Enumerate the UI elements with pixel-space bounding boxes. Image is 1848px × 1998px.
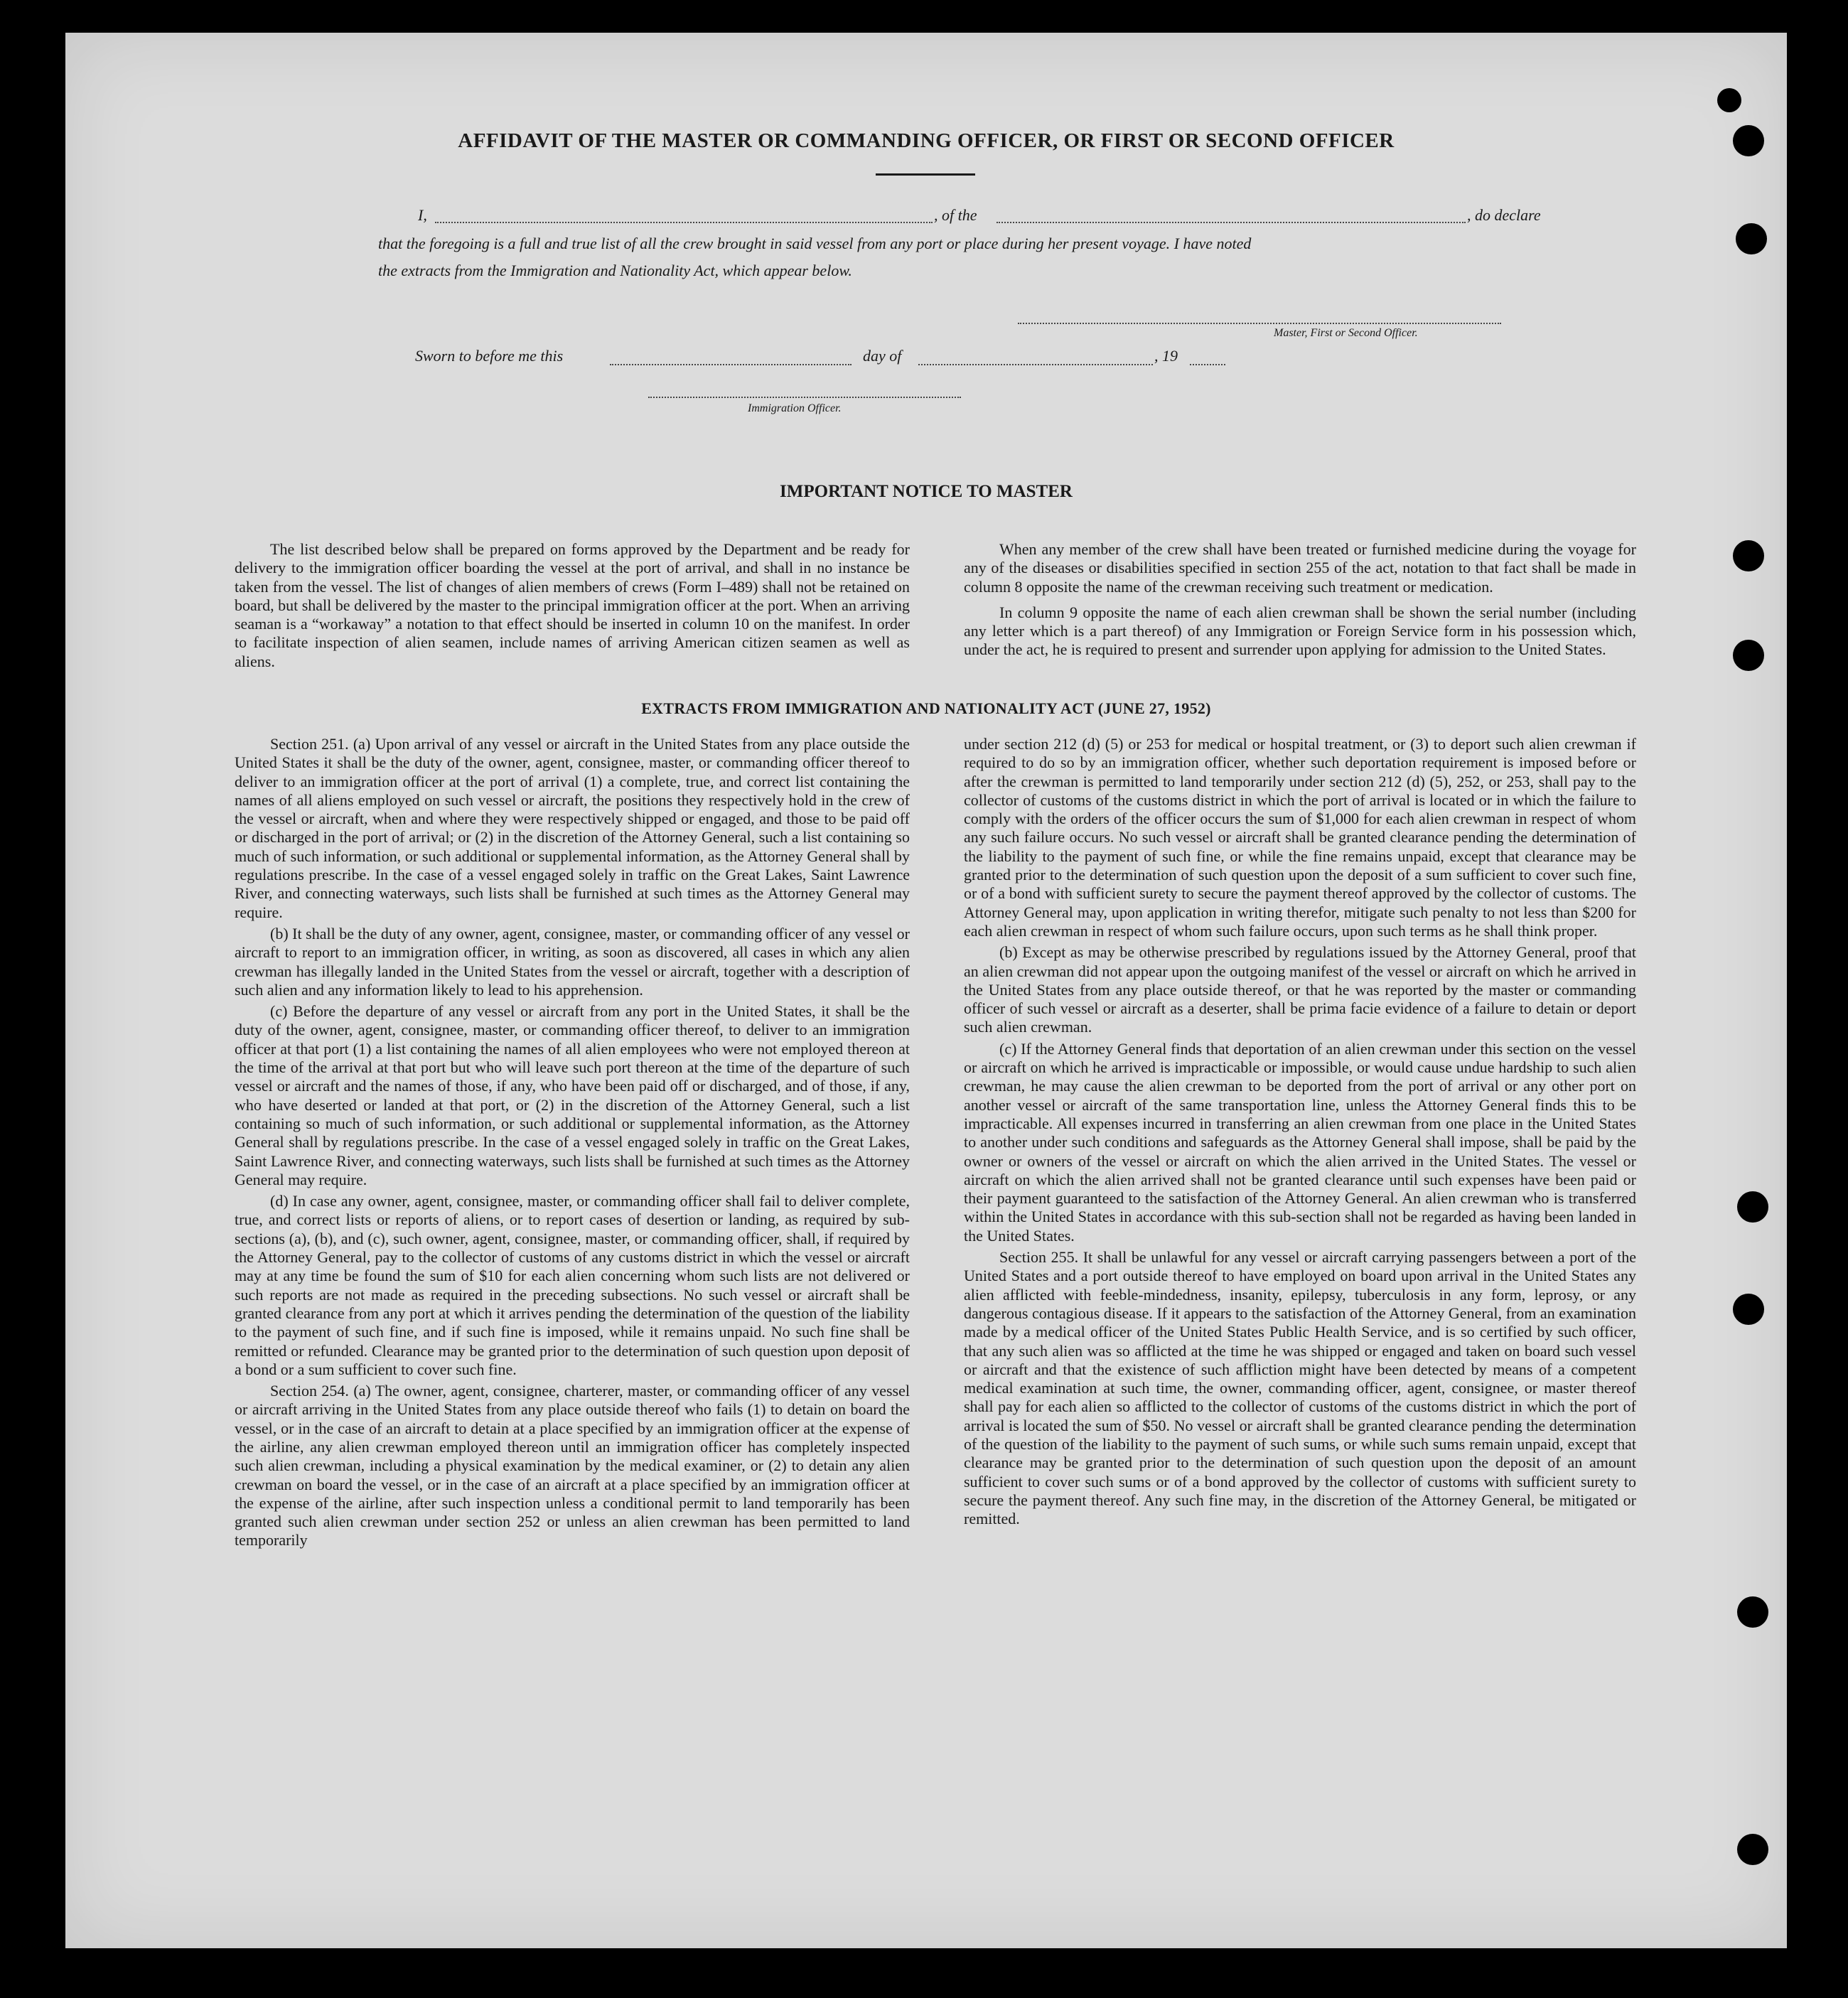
section-254-a: Section 254. (a) The owner, agent, consignee, charterer, master, or commanding officer of any vessel or aircraft arriving in the United States from any place outside thereof who fails (1) to detain on board the vessel, or in the case of an aircraft to detain at a place specified by an immigration officer at the expense of the airline, any alien crewman employed thereon until an immigration officer has completely inspected such alien crewman, including a physical examination by the medical examiner, or (2) to detain any alien crewman on board the vessel, or in the case of an aircraft at a place specified by an immigration officer at the expense of the airline, after such inspection unless a conditional permit to land temporarily has been granted such alien crewman under section 252 or unless an alien crewman has been permitted to land temporarily bbox=[235, 1382, 910, 1549]
punch-hole bbox=[1737, 1834, 1768, 1865]
vessel-field[interactable] bbox=[996, 222, 1466, 223]
section-254-a-continued: under section 212 (d) (5) or 253 for medical or hospital treatment, or (3) to deport such alien crewman if required to do so by an immigration officer, whether such deportation requirement is imposed before or after the crewman is permitted to land temporarily under section 212 (d) (5), 252, or 253, shall pay to the collector of customs of the customs district in which the port of arrival is located or in which the failure to comply with the orders of the officer occurs the sum of $1,000 for each alien crewman in respect of whom any such failure occurs. No such vessel or aircraft shall be granted clearance pending the determination of the liability to the payment of such fine, or while the fine remains unpaid, except that clearance may be granted prior to the determination of such question upon the deposit of a sum sufficient to cover such fine, or of a bond with sufficient surety to secure the payment thereof approved by the collector of customs. The Attorney General may, upon application in writing therefor, mitigate such penalty to not less than $200 for each alien crewman in respect of whom such failure occurs, upon such terms as he shall think proper. bbox=[964, 735, 1636, 940]
sworn-day-field[interactable] bbox=[610, 364, 852, 365]
notice-left-paragraph: The list described below shall be prepared on forms approved by the Department and be ready for delivery to the immigration officer boarding the vessel at the port of arrival, and shall in no instance be taken from the vessel. The list of changes of alien members of crews (Form I–489) shall not be retained on board, but shall be delivered by the master to the principal immigration officer at the port. When an arriving seaman is a “workaway” a notation to that effect should be inserted in column 10 on the manifest. In order to facilitate inspection of alien seamen, include names of arriving American citizen seamen as well as aliens. bbox=[235, 540, 910, 670]
notice-left-column bbox=[235, 540, 910, 671]
punch-hole bbox=[1737, 1191, 1768, 1223]
punch-hole bbox=[1737, 1596, 1768, 1628]
notice-right-paragraph: In column 9 opposite the name of each alien crewman shall be shown the serial number (including any letter which is a part thereof) of any Immigration or Foreign Service form in his possession which, under the act, he is required to present and surrender upon applying for admission to the United States. bbox=[964, 603, 1636, 659]
punch-hole bbox=[1733, 540, 1764, 571]
section-251-c: (c) Before the departure of any vessel or aircraft from any port in the United States, it shall be the duty of the owner, agent, consignee, master, or commanding officer thereof, to deliver to an immigration officer at that port (1) a list containing the names of all alien employees who were not employed thereon at the time of the arrival at that port but who will leave such port thereon at the time of the departure of such vessel or aircraft and the names of those, if any, who have been paid off or discharged, and of those, if any, who have deserted or landed at that port, or (2) in the discretion of the Attorney General, such a list containing so much of such information, or such additional or supplemental information, as the Attorney General shall by regulations prescribe. In the case of a vessel engaged solely in traffic on the Great Lakes, Saint Lawrence River, and connecting waterways, such lists shall be furnished at such times as the Attorney General may require. bbox=[235, 1002, 910, 1188]
section-254-c: (c) If the Attorney General finds that deportation of an alien crewman under this section on the vessel or aircraft on which he arrived is impracticable or impossible, or would cause undue hardship to such alien crewman, he may cause the alien crewman to be deported from the port of arrival or any other port on another vessel or aircraft of the same transportation line, unless the Attorney General finds this to be impracticable. All expenses incurred in transferring an alien crewman from one place in the United States to another under such conditions and safeguards as the Attorney General shall impose, shall be paid by the owner or owners of the vessel or aircraft on which the alien arrived in the United States. The vessel or aircraft on which the alien arrived shall not be granted clearance until such expenses have been paid or their payment guaranteed to the satisfaction of the Attorney General. An alien crewman who is transferred within the United States in accordance with this sub-section shall not be regarded as having been landed in the United States. bbox=[964, 1039, 1636, 1245]
notice-right-paragraph: When any member of the crew shall have been treated or furnished medicine during the voyage for any of the diseases or disabilities specified in section 255 of the act, notation to that fact shall be made in column 8 opposite the name of the crewman receiving such treatment or medication. bbox=[964, 540, 1636, 596]
day-of-label: day of bbox=[863, 347, 902, 365]
immigration-officer-label: Immigration Officer. bbox=[748, 402, 842, 414]
notice-heading: IMPORTANT NOTICE TO MASTER bbox=[780, 482, 1073, 501]
section-251-a: Section 251. (a) Upon arrival of any vessel or aircraft in the United States from any place outside the United States it shall be the duty of the owner, agent, consignee, master, or commanding officer thereof to deliver to an immigration officer at the port of arrival (1) a complete, true, and correct list containing the names of all aliens employed on such vessel or aircraft, the positions they respectively hold in the crew of the vessel or aircraft, when and where they were respectively shipped or engaged, and those to be paid off or discharged in the port of arrival; or (2) in the discretion of the Attorney General, such a list containing so much of such information, or such additional or supplemental information, as the Attorney General shall by regulations prescribe. In the case of a vessel engaged solely in traffic on the Great Lakes, Saint Lawrence River, and connecting waterways, such lists shall be furnished at such times as the Attorney General may require. bbox=[235, 735, 910, 921]
extracts-left-column bbox=[235, 735, 910, 1550]
document-page bbox=[65, 33, 1787, 1948]
sworn-prefix: Sworn to before me this bbox=[415, 347, 564, 365]
section-251-d: (d) In case any owner, agent, consignee, master, or commanding officer shall fail to deliver complete, true, and correct lists or reports of aliens, or to report cases of desertion or landing, as required by sub-sections (a), (b), and (c), such owner, agent, consignee, master, or commanding officer, shall, if required by the Attorney General, pay to the collector of customs of any customs district in which the vessel or aircraft may at any time be found the sum of $10 for each alien concerning whom such lists are not delivered or such reports are not made as required in the preceding subsections. No such vessel or aircraft shall be granted clearance from any port at which it arrives pending the determination of the question of the liability to the payment of such fine, and if such fine is imposed, while it remains unpaid. No such fine shall be remitted or refunded. Clearance may be granted prior to the determination of such question upon deposit of a bond or a sum sufficient to cover such fine. bbox=[235, 1192, 910, 1378]
punch-hole bbox=[1717, 88, 1741, 112]
section-251-b: (b) It shall be the duty of any owner, agent, consignee, master, or commanding officer of any vessel or aircraft to report to an immigration officer, in writing, as soon as discovered, all cases in which any alien crewman has illegally landed in the United States from the vessel or aircraft, together with a description of such alien and any information likely to lead to his apprehension. bbox=[235, 924, 910, 999]
year-prefix: , 19 bbox=[1154, 347, 1178, 365]
master-signature-label: Master, First or Second Officer. bbox=[1274, 327, 1418, 339]
sworn-month-field[interactable] bbox=[918, 364, 1153, 365]
declaration-line-2: that the foregoing is a full and true list of all the crew brought in said vessel from any port or place during her present voyage. I have noted bbox=[378, 235, 1252, 252]
punch-hole bbox=[1733, 1294, 1764, 1325]
declare-end: , do declare bbox=[1467, 206, 1541, 224]
extracts-heading: EXTRACTS FROM IMMIGRATION AND NATIONALITY ACT (JUNE 27, 1952) bbox=[641, 699, 1211, 717]
immigration-officer-signature-line[interactable] bbox=[648, 397, 961, 398]
affidavit-title: AFFIDAVIT OF THE MASTER OR COMMANDING OFFICER, OR FIRST OR SECOND OFFICER bbox=[458, 129, 1395, 152]
extracts-right-column bbox=[964, 735, 1636, 1528]
master-signature-line[interactable] bbox=[1018, 323, 1501, 324]
declaration-line-3: the extracts from the Immigration and Nationality Act, which appear below. bbox=[378, 262, 852, 279]
name-field[interactable] bbox=[435, 222, 933, 223]
punch-hole bbox=[1733, 640, 1764, 671]
punch-hole bbox=[1736, 223, 1767, 254]
notice-right-column bbox=[964, 540, 1636, 660]
declare-of-the: , of the bbox=[934, 206, 977, 224]
declare-i: I, bbox=[418, 206, 427, 224]
section-254-b: (b) Except as may be otherwise prescribed by regulations issued by the Attorney General, proof that an alien crewman did not appear upon the outgoing manifest of the vessel or aircraft on which he arrived in the United States from any place outside thereof, or that he was reported by the master or commanding officer of such vessel or aircraft as a deserter, shall be prima facie evidence of a failure to detain or deport such alien crewman. bbox=[964, 943, 1636, 1036]
sworn-year-field[interactable] bbox=[1190, 364, 1225, 365]
section-255: Section 255. It shall be unlawful for any vessel or aircraft carrying passengers between a port of the United States and a port outside thereof to have employed on board upon arrival in the United States any alien afflicted with feeble-mindedness, insanity, epilepsy, tuberculosis in any form, leprosy, or any dangerous contagious disease. If it appears to the satisfaction of the Attorney General, from an examination made by a medical officer of the United States Public Health Service, and is so certified by such officer, that any such alien was so afflicted at the time he was shipped or engaged and taken on board such vessel or aircraft and that the existence of such affliction might have been detected by means of a competent medical examination at such time, the owner, commanding officer, agent, consignee, or master thereof shall pay for each alien so afflicted to the collector of customs of the customs district in which the port of arrival is located the sum of $50. No vessel or aircraft shall be granted clearance pending the determination of the question of the liability to the payment of such sums, or while such sums remain unpaid, except that clearance may be granted prior to the determination of such question upon the deposit of an amount sufficient to cover such sums or of a bond approved by the collector of customs with sufficient surety to secure the payment thereof. Any such fine may, in the discretion of the Attorney General, be mitigated or remitted. bbox=[964, 1248, 1636, 1528]
title-rule bbox=[876, 173, 975, 176]
